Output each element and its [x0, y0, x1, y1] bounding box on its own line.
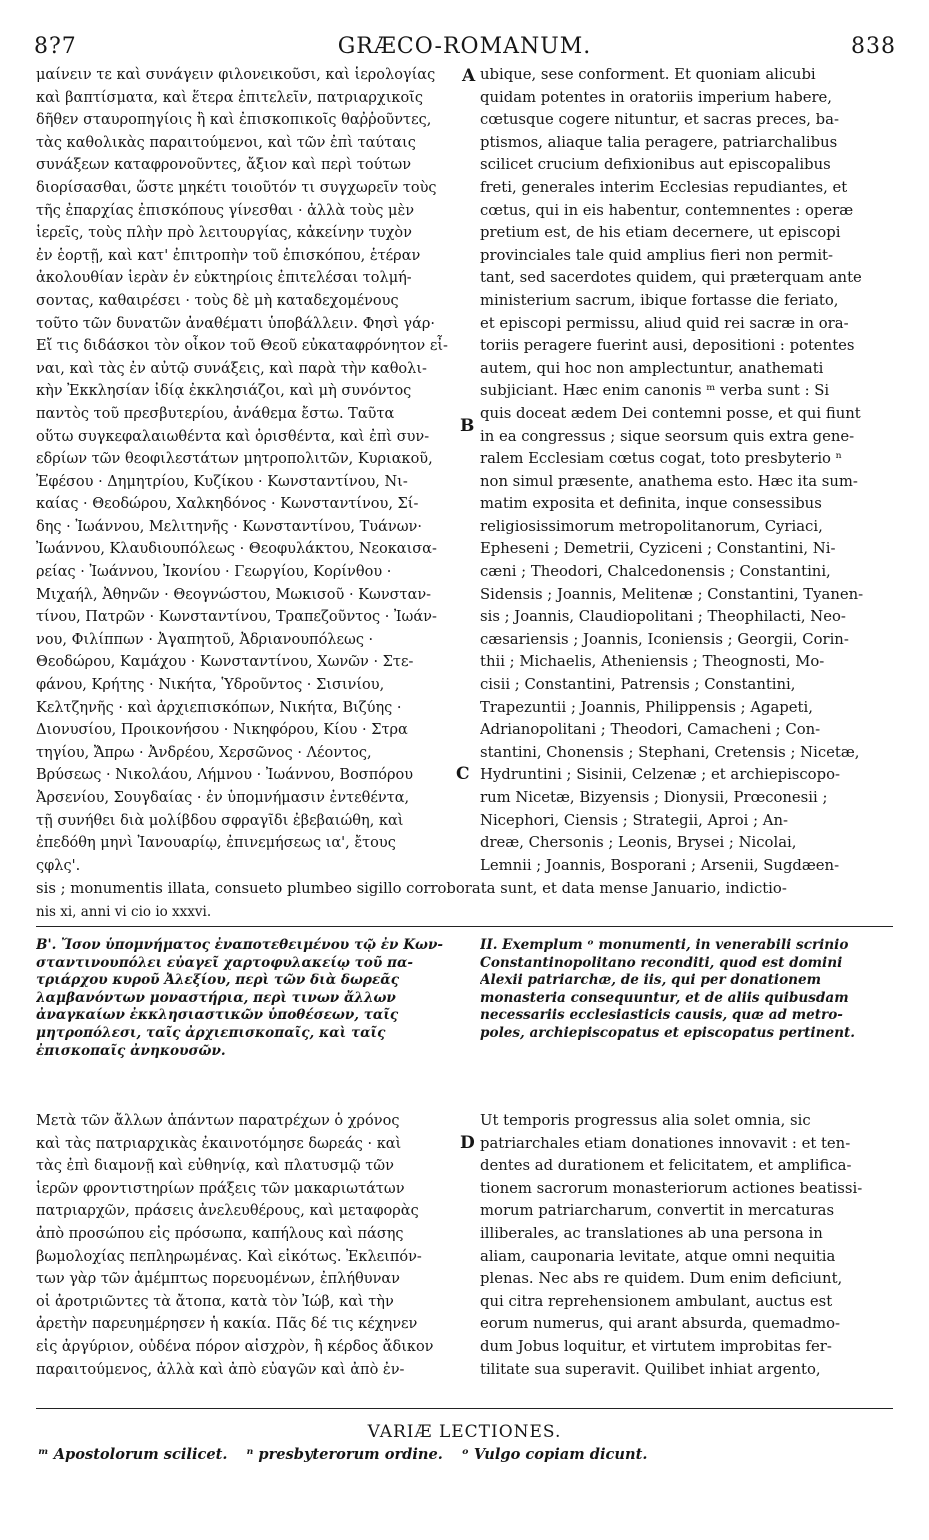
section-divider — [36, 926, 893, 927]
text-line: Ut temporis progressus alia solet omnia, sic — [480, 1112, 811, 1129]
text-line: autem, qui hoc non amplectuntur, anathemati — [480, 359, 824, 377]
text-line: των γὰρ τῶν ἀμέμπτως πορευομένων, ἐπλήθυναν — [36, 1271, 400, 1288]
text-line: Κελτζηνῆς · καὶ ἀρχιεπισκόπων, Νικήτα, Βιζύης · — [36, 699, 402, 716]
text-line: provinciales tale quid amplius fieri non permit- — [480, 246, 834, 264]
text-line: religiosissimorum metropolitanorum, Cyriaci, — [480, 517, 823, 535]
right-page-number: 838 — [851, 34, 896, 59]
text-line: παραιτούμενος, ἀλλὰ καὶ ἀπὸ εὐαγῶν καὶ ἀπὸ ἐν- — [36, 1361, 405, 1378]
text-line: Adrianopolitani ; Theodori, Camacheni ; Con- — [480, 721, 821, 739]
text-line: II. Exemplum ᵒ monumenti, in venerabili scrinio — [480, 937, 849, 953]
text-line: morum patriarcharum, convertit in mercaturas — [480, 1202, 835, 1220]
text-line: μαίνειν τε καὶ συνάγειν φιλονεικοῦσι, καὶ ἱερολογίας — [36, 67, 436, 83]
text-line: dum Jobus loquitur, et virtutem improbitas fer- — [480, 1337, 832, 1355]
text-line: νου, Φιλίππων · Ἀγαπητοῦ, Ἀδριανουπόλεως · — [36, 631, 374, 648]
text-line: σταντινουπόλει εὐαγεῖ χαρτοφυλακείῳ τοῦ πα- — [36, 954, 414, 971]
text-line: non simul præsente, anathema esto. Hæc ita sum- — [480, 472, 858, 490]
text-line: monasteria consequuntur, et de aliis quibusdam — [480, 989, 849, 1006]
text-line: ἐπεδόθη μηνὶ Ἰανουαρίῳ, ἐπινεμήσεως ια', ἔτους — [36, 835, 396, 852]
margin-letter-a: A — [462, 66, 476, 86]
text-line: subjiciant. Hæc enim canonis ᵐ verba sunt : Si — [480, 382, 830, 400]
text-line: aliam, cauponaria levitate, atque omni nequitia — [480, 1247, 836, 1265]
text-line: Ἐφέσου · Δημητρίου, Κυζίκου · Κωνσταντίνου, Νι- — [36, 473, 408, 490]
text-line: σοντας, καθαιρέσει · τοὺς δὲ μὴ καταδεχομένους — [36, 292, 399, 309]
text-line: et episcopi permissu, aliud quid rei sacræ in ora- — [480, 314, 849, 332]
text-line: εδρίων τῶν θεοφιλεστάτων μητροπολιτῶν, Κυριακοῦ, — [36, 451, 433, 468]
text-line: tionem sacrorum monasteriorum actiones beatissi- — [480, 1179, 863, 1197]
text-line: τίνου, Πατρῶν · Κωνσταντίνου, Τραπεζοῦντος · Ἰωάν- — [36, 609, 437, 626]
text-line: οὕτω συγκεφαλαιωθέντα καὶ ὁρισθέντα, καὶ ἐπὶ συν- — [36, 428, 430, 445]
text-line: Sidensis ; Joannis, Melitenæ ; Constantini, Tyanen- — [480, 585, 864, 603]
text-line: οἱ ἀροτριῶντες τὰ ἄτοπα, κατὰ τὸν Ἰώβ, καὶ τὴν — [36, 1293, 394, 1310]
text-line: Ἀρσενίου, Σουγδαίας · ἐν ὑπομνήμασιν ἐντεθέντα, — [36, 790, 410, 806]
text-line: patriarchales etiam donationes innovavit : et ten- — [480, 1134, 851, 1152]
text-line: ἀκολουθίαν ἱερὰν ἐν εὐκτηρίοις ἐπιτελέσαι τολμή- — [36, 270, 412, 287]
text-line: plenas. Nec abs re quidem. Dum enim deficiunt, — [480, 1270, 843, 1288]
text-line: cisii ; Constantini, Patrensis ; Constantini, — [480, 676, 796, 694]
text-line: cœtus, qui in eis habentur, contemnentes : operæ — [480, 201, 854, 219]
greek-column-lower — [36, 1110, 460, 1381]
text-line: dreæ, Chersonis ; Leonis, Brysei ; Nicolai, — [480, 834, 797, 852]
text-line: thii ; Michaelis, Atheniensis ; Theognosti, Mo- — [480, 653, 825, 671]
footnote-m: ᵐ Apostolorum scilicet. — [38, 1446, 228, 1463]
greek-section-title — [36, 937, 460, 1060]
text-line: Constantinopolitano reconditi, quod est domini — [480, 954, 843, 971]
text-line: ubique, sese conforment. Et quoniam alicubi — [480, 66, 816, 83]
text-line: ἀρετὴν παρευημέρησεν ἡ κακία. Πᾶς δέ τις κέχηνεν — [36, 1316, 418, 1333]
text-line: pretium est, de his etiam decernere, ut episcopi — [480, 224, 841, 242]
text-line: in ea congressus ; sique seorsum quis extra gene- — [480, 427, 855, 445]
text-line: rum Nicetæ, Bizyensis ; Dionysii, Prœconesii ; — [480, 789, 828, 806]
text-line: ρείας · Ἰωάννου, Ἰκονίου · Γεωργίου, Κορίνθου · — [36, 564, 392, 581]
text-line: Μιχαήλ, Ἀθηνῶν · Θεογνώστου, Μωκισοῦ · Κωνσταν- — [36, 586, 432, 603]
text-line: ἱερεῖς, τοὺς πλὴν πρὸ λειτουργίας, κἀκείνην τυχὸν — [36, 225, 412, 242]
notes-divider — [36, 1408, 893, 1409]
text-line: ἀναγκαίων ἐκκλησιαστικῶν ὑποθέσεων, ταῖς — [36, 1007, 399, 1024]
text-line: ralem Ecclesiam cœtus cogat, toto presbyterio ⁿ — [480, 450, 843, 468]
text-line: συνάξεων καταφρονοῦντες, ἄξιον καὶ περὶ τούτων — [36, 157, 412, 174]
text-line: δῆθεν σταυροπηγίοις ἢ καὶ ἐπισκοπικοῖς θαῤῥοῦντες, — [36, 112, 432, 129]
text-line: ἐπισκοπαῖς ἀνηκουσῶν. — [36, 1042, 226, 1059]
text-line: toriis peragere fuerint ausi, depositioni : potentes — [480, 337, 855, 355]
text-line: ναι, καὶ τὰς ἐν αὐτῷ συνάξεις, καὶ παρὰ τὴν καθολι- — [36, 360, 427, 377]
text-line: κὴν Ἐκκλησίαν ἰδίᾳ ἐκκλησιάζοι, καὶ μὴ συνόντος — [36, 383, 412, 400]
margin-letter-d: D — [460, 1133, 475, 1153]
text-line: τηγίου, Ἄπρω · Ἀνδρέου, Χερσῶνος · Λέοντος, — [36, 744, 372, 761]
text-line: qui citra reprehensionem ambulant, auctus est — [480, 1292, 833, 1310]
latin-section-title — [480, 937, 894, 1043]
text-line: tant, sed sacerdotes quidem, qui præterquam ante — [480, 269, 862, 287]
footnote-n: ⁿ presbyterorum ordine. — [246, 1446, 443, 1463]
text-line: δης · Ἰωάννου, Μελιτηνῆς · Κωνσταντίνου, Τυάνων· — [36, 518, 422, 535]
text-line: παντὸς τοῦ πρεσβυτερίου, ἀνάθεμα ἔστω. Ταῦτα — [36, 405, 395, 422]
text-line: Μετὰ τῶν ἄλλων ἁπάντων παρατρέχων ὁ χρόνος — [36, 1113, 400, 1129]
text-line: τοῦτο τῶν δυνατῶν ἀναθέματι ὑποβάλλειν. Φησὶ γάρ· — [36, 315, 436, 332]
text-line: καὶ βαπτίσματα, καὶ ἕτερα ἐπιτελεῖν, πατριαρχικοῖς — [36, 89, 423, 106]
text-line: freti, generales interim Ecclesias repudiantes, et — [480, 178, 848, 196]
footnote-o: ᵒ Vulgo copiam dicunt. — [461, 1446, 648, 1463]
text-line: καὶ τὰς πατριαρχικὰς ἐκαινοτόμησε δωρεάς · καὶ — [36, 1135, 402, 1152]
text-line: Lemnii ; Joannis, Bosporani ; Arsenii, Sugdæen- — [480, 856, 840, 874]
text-line: quidam potentes in oratoriis imperium habere, — [480, 88, 833, 106]
text-line: Θεοδώρου, Καμάχου · Κωνσταντίνου, Χωνῶν · Στε- — [36, 654, 414, 671]
variae-lectiones-title: VARIÆ LECTIONES. — [367, 1422, 562, 1442]
margin-letter-b: B — [460, 416, 475, 436]
text-line: necessariis ecclesiasticis causis, quæ ad metro- — [480, 1007, 843, 1024]
text-line: ministerium sacrum, ibique fortasse die feriato, — [480, 291, 839, 309]
text-line: τριάρχου κυροῦ Ἀλεξίου, περὶ τῶν διὰ δωρεᾶς — [36, 972, 399, 989]
text-line: καίας · Θεοδώρου, Χαλκηδόνος · Κωνσταντίνου, Σί- — [36, 496, 419, 513]
text-line: Εἴ τις διδάσκοι τὸν οἶκον τοῦ Θεοῦ εὐκαταφρόνητον εἶ- — [36, 338, 448, 355]
margin-letter-c: C — [456, 764, 470, 784]
running-title: GRÆCO-ROMANUM. — [337, 34, 592, 59]
text-line: εἰς ἀργύριον, οὐδένα πόρον αἰσχρὸν, ἢ κέρδος ἄδικον — [36, 1338, 434, 1355]
text-line: sis ; Joannis, Claudiopolitani ; Theophilacti, Neo- — [480, 608, 846, 626]
text-line: τῆς ἐπαρχίας ἐπισκόπους γίνεσθαι · ἀλλὰ τοὺς μὲν — [36, 202, 415, 219]
text-line: Ἰωάννου, Κλαυδιουπόλεως · Θεοφυλάκτου, Νεοκαισα- — [36, 541, 437, 558]
text-line: μητροπόλεσι, ταῖς ἀρχιεπισκοπαῖς, καὶ ταῖς — [36, 1024, 386, 1041]
text-line: cæsariensis ; Joannis, Iconiensis ; Georgii, Corin- — [480, 630, 849, 648]
text-line: πατριαρχῶν, πράσεις ἀνελευθέρους, καὶ μεταφορὰς — [36, 1203, 419, 1220]
text-line: Βρύσεως · Νικολάου, Λήμνου · Ἰωάννου, Βοσπόρου — [36, 767, 414, 784]
left-page-number: 8?7 — [34, 34, 77, 59]
text-line: cœtusque cogere nituntur, et sacras preces, ba- — [480, 111, 839, 129]
variae-lectiones-notes — [38, 1446, 661, 1463]
text-line: stantini, Chonensis ; Stephani, Cretensis ; Nicetæ, — [480, 743, 860, 761]
text-line: ςφλς'. — [36, 857, 81, 874]
latin-column-upper — [480, 64, 894, 877]
text-line: τὰς ἐπὶ διαμονῇ καὶ εὐθηνίᾳ, καὶ πλατυσμῷ τῶν — [36, 1158, 394, 1175]
text-line: ptismos, aliaque talia peragere, patriarchalibus — [480, 133, 838, 151]
text-line: Διονυσίου, Προικονήσου · Νικηφόρου, Κίου · Στρα — [36, 722, 408, 739]
full-width-line: nis xi, anni vi cio io xxxvi. — [36, 904, 212, 920]
text-line: Epheseni ; Demetrii, Cyziceni ; Constantini, Ni- — [480, 540, 836, 558]
text-line: quis doceat ædem Dei contemni posse, et qui fiunt — [480, 404, 861, 422]
text-line: poles, archiepiscopatus et episcopatus pertinent. — [480, 1024, 855, 1041]
text-line: ἱερῶν φροντιστηρίων πράξεις τῶν μακαριωτάτων — [36, 1180, 405, 1197]
text-line: Β'. Ἴσον ὑπομνήματος ἐναποτεθειμένου τῷ ἐν Κων- — [36, 937, 444, 953]
text-line: eorum numerus, qui arant absurda, quemadmo- — [480, 1315, 841, 1333]
text-line: tilitate sua superavit. Quilibet inhiat argento, — [480, 1360, 821, 1378]
text-line: βωμολοχίας πεπληρωμένας. Καὶ εἰκότως. Ἐκλειπόν- — [36, 1248, 422, 1265]
text-line: Hydruntini ; Sisinii, Celzenæ ; et archiepiscopo- — [480, 766, 840, 784]
text-line: illiberales, ac translationes ab una persona in — [480, 1224, 823, 1242]
text-line: scilicet crucium defixionibus aut episcopalibus — [480, 156, 831, 174]
text-line: matim exposita et definita, inque consessibus — [480, 495, 822, 513]
text-line: Trapezuntii ; Joannis, Philippensis ; Agapeti, — [480, 698, 813, 716]
text-line: dentes ad durationem et felicitatem, et amplifica- — [480, 1157, 852, 1175]
text-line: διορίσασθαι, ὥστε μηκέτι τοιοῦτόν τι συγχωρεῖν τοὺς — [36, 179, 437, 196]
text-line: Alexii patriarchæ, de iis, qui per donationem — [480, 972, 822, 989]
text-line: τῇ συνήθει διὰ μολίβδου σφραγῖδι ἐβεβαιώθη, καὶ — [36, 812, 404, 829]
text-line: Nicephori, Ciensis ; Strategii, Aproi ; An- — [480, 811, 789, 829]
text-line: φάνου, Κρήτης · Νικήτα, Ὑδροῦντος · Σισινίου, — [36, 677, 385, 694]
greek-column-upper — [36, 64, 460, 877]
text-line: λαμβανόντων μοναστήρια, περὶ τινων ἄλλων — [36, 989, 396, 1006]
text-line: ἀπὸ προσώπου εἰς πρόσωπα, καπήλους καὶ πάσης — [36, 1225, 404, 1242]
full-width-line: sis ; monumentis illata, consueto plumbeo sigillo corroborata sunt, et data mense Januario, indictio- — [36, 880, 787, 897]
text-line: τὰς καθολικὰς παραιτούμενοι, καὶ τῶν ἐπὶ ταύταις — [36, 134, 416, 151]
text-line: cæni ; Theodori, Chalcedonensis ; Constantini, — [480, 563, 831, 581]
latin-column-lower — [480, 1110, 894, 1381]
text-line: ἐν ἑορτῇ, καὶ κατ' ἐπιτροπὴν τοῦ ἐπισκόπου, ἑτέραν — [36, 247, 421, 264]
